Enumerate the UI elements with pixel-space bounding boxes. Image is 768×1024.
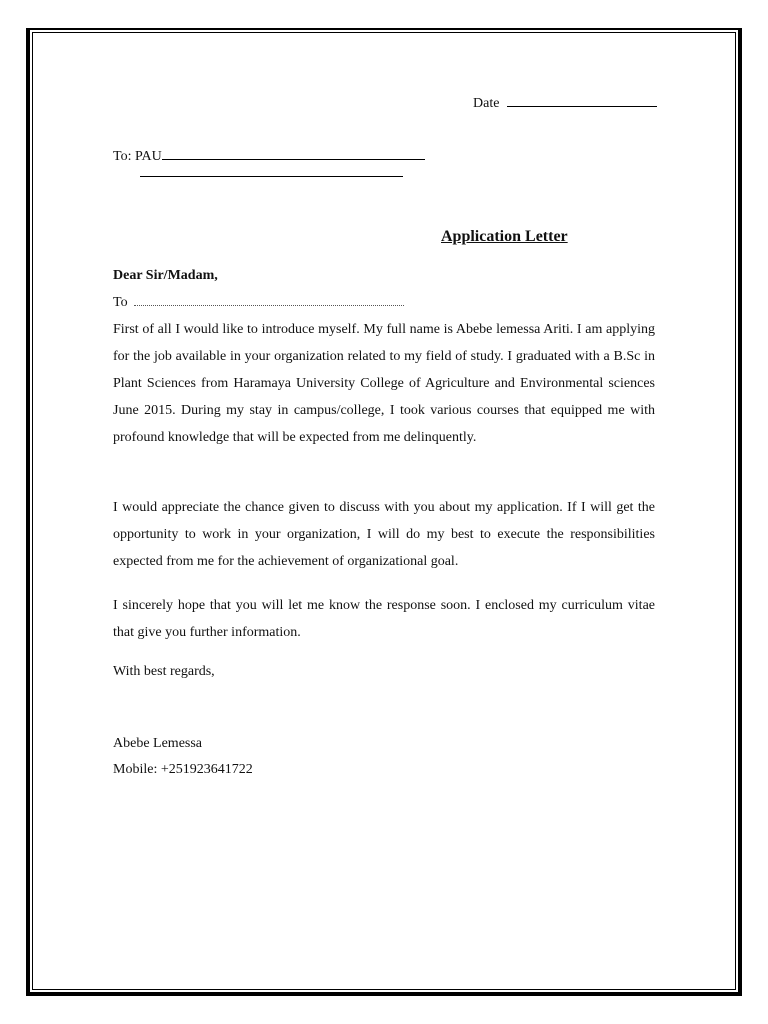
to-prefix: To (113, 295, 128, 310)
recipient-label: To: PAU (113, 149, 162, 164)
signer-name: Abebe Lemessa (113, 736, 203, 751)
to-dots (134, 295, 404, 306)
date-label: Date (473, 96, 500, 111)
to-dotted-line (113, 295, 404, 311)
recipient-blank (162, 147, 425, 160)
date-blank (507, 94, 657, 107)
signer-mobile: Mobile: +251923641722 (113, 762, 253, 777)
letter-title: Application Letter (441, 228, 568, 245)
paragraph-introduction: First of all I would like to introduce myself. My full name is Abebe lemessa Ariti. I am applying for the job available in your organization related to my field of study. I graduated with a B.Sc in Plant Sciences from Haramaya University College of Agriculture and Environmental sciences June 2015. During my stay in campus/college, I took various courses that equipped me with profound knowledge that will be expected from me delinquently. (113, 322, 655, 445)
paragraph-closing-request: I sincerely hope that you will let me know the response soon. I enclosed my curriculum vitae that give you further information. (113, 598, 655, 640)
paragraph-appreciation: I would appreciate the chance given to discuss with you about my application. If I will get the opportunity to work in your organization, I will do my best to execute the responsibilities expected from me for the achievement of organizational goal. (113, 500, 655, 569)
closing-line: With best regards, (113, 664, 215, 679)
salutation: Dear Sir/Madam, (113, 268, 218, 283)
address-blank (140, 176, 403, 177)
recipient-line (113, 147, 425, 166)
date-line (473, 94, 657, 113)
